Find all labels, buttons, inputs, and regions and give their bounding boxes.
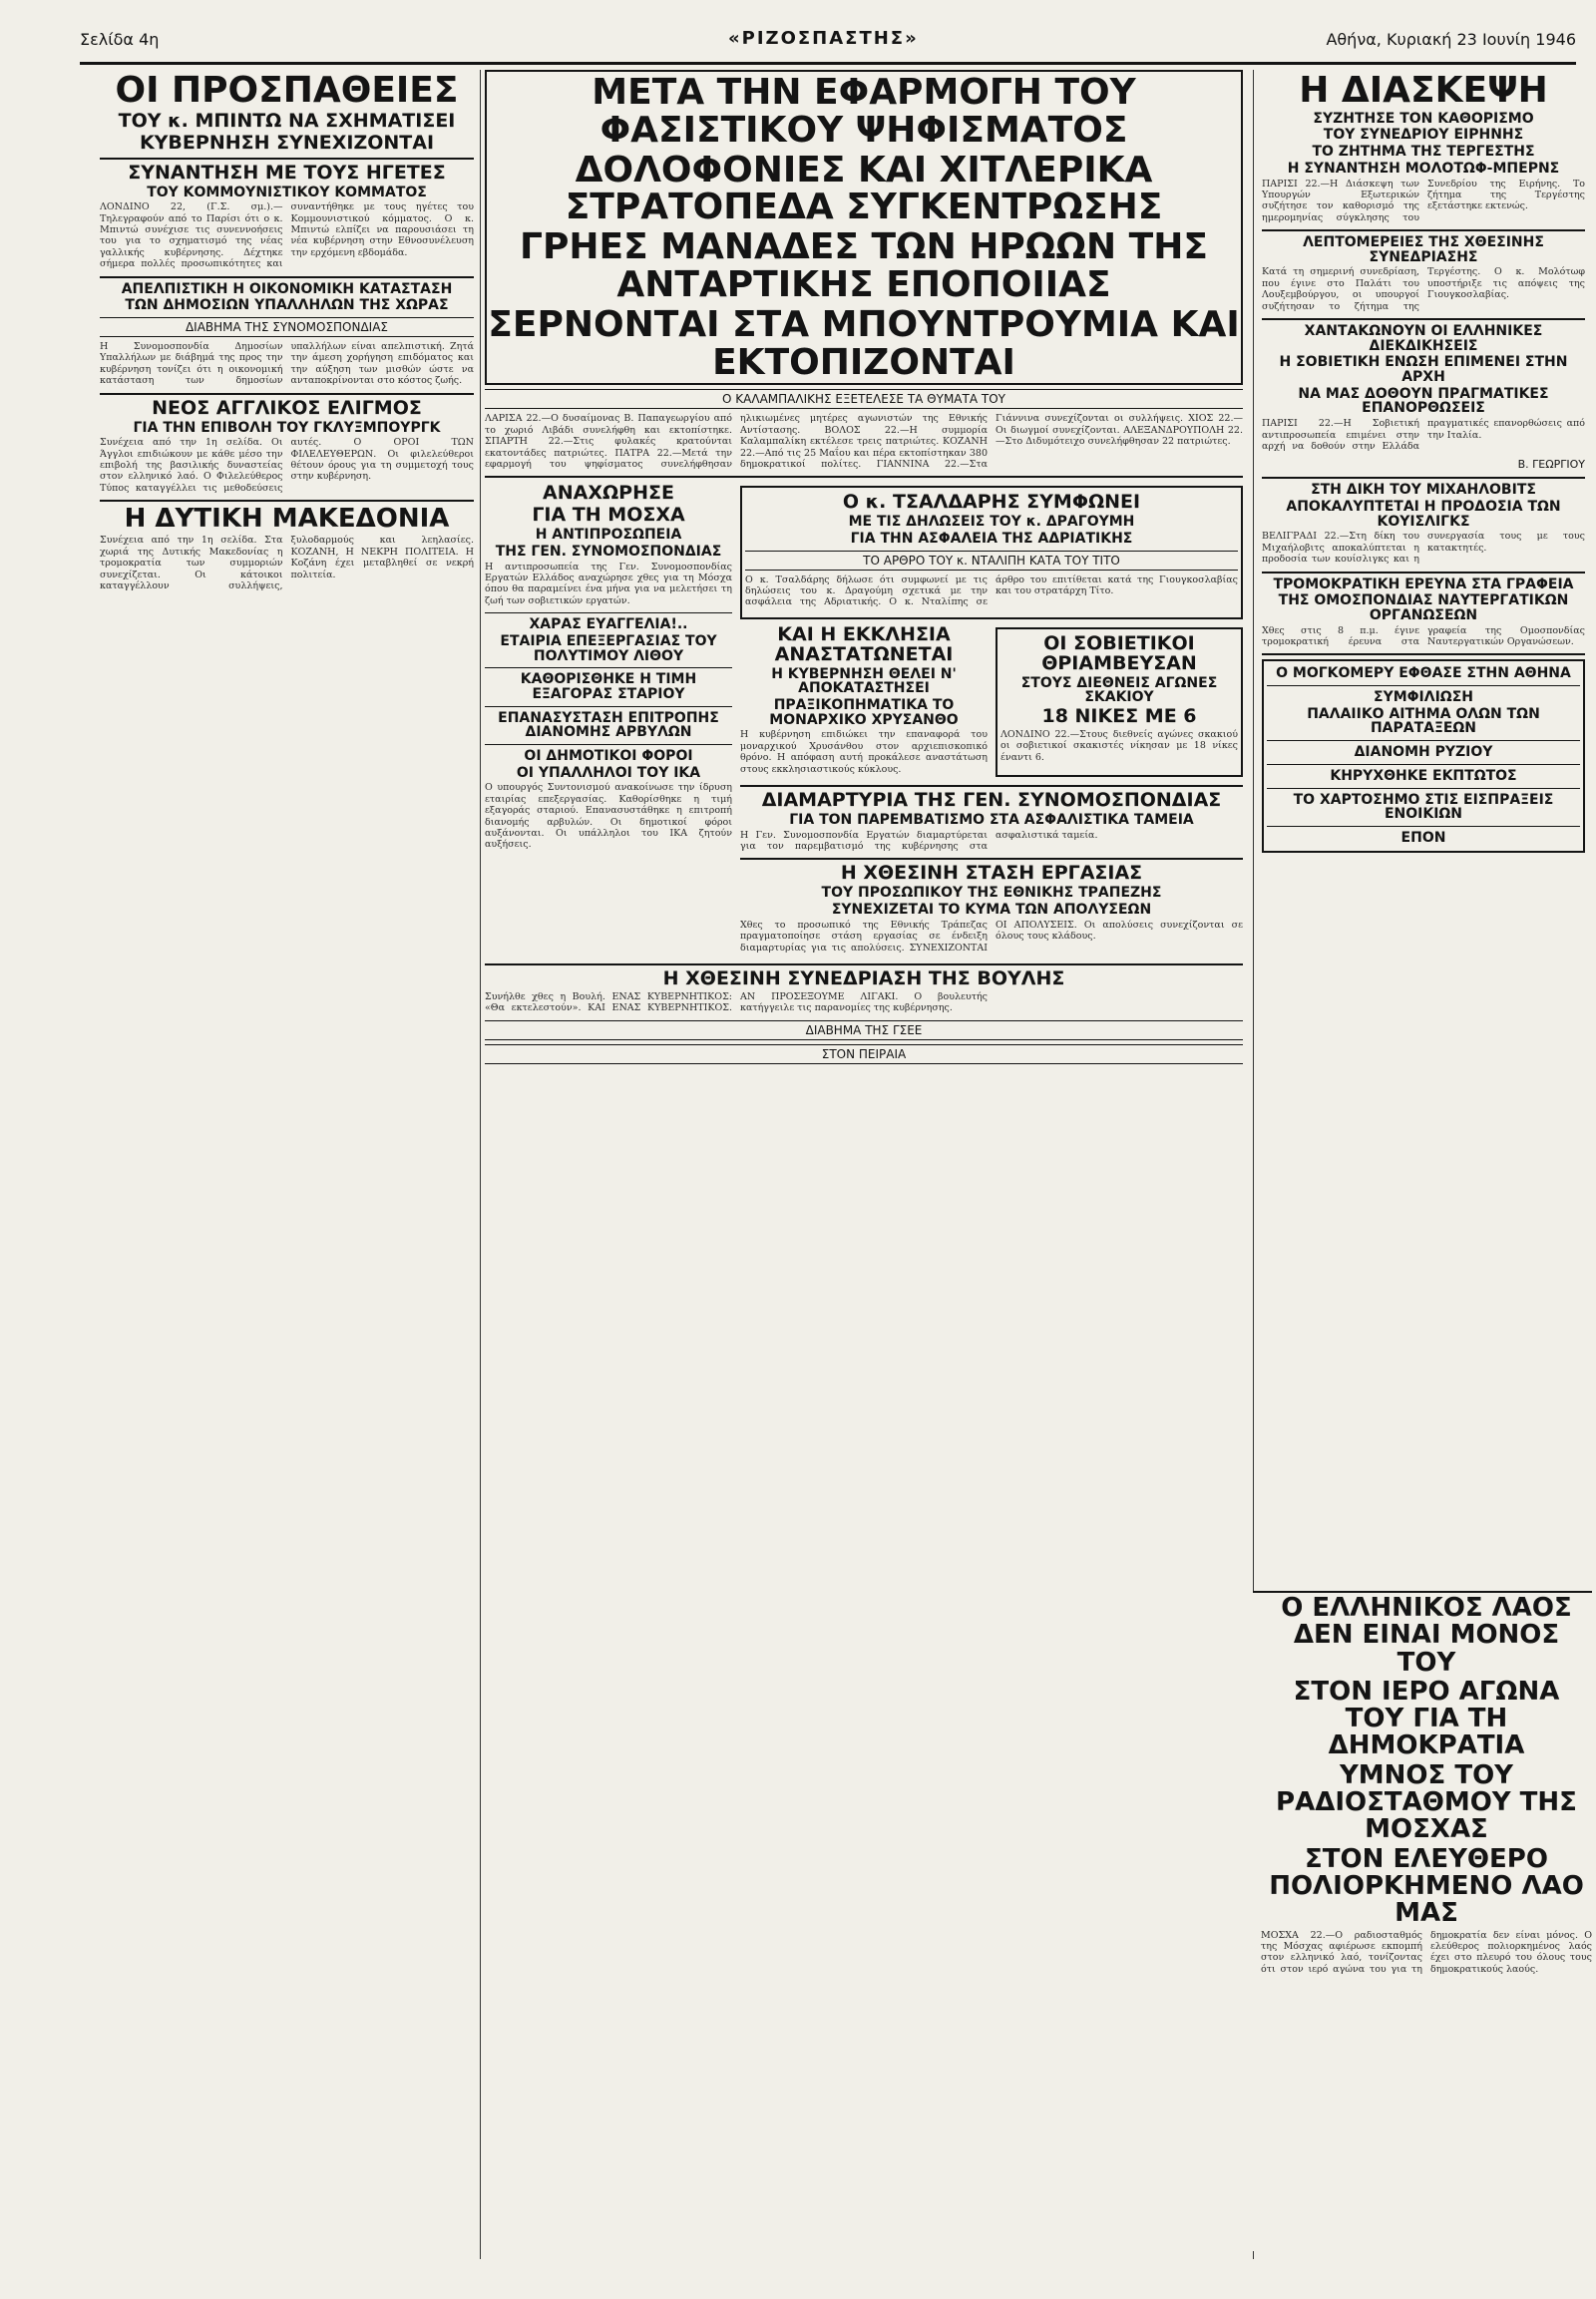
article-confederation — [740, 791, 1243, 852]
subheading: Ο ΚΑΛΑΜΠΑΛΙΚΗΣ ΕΞΕΤΕΛΕΣΕ ΤΑ ΘΥΜΑΤΑ ΤΟΥ — [485, 389, 1243, 409]
middle-right — [740, 482, 1243, 959]
headline: Η ΣΥΝΑΝΤΗΣΗ ΜΟΛΟΤΩΦ-ΜΠΕΡΝΣ — [1287, 160, 1560, 177]
headline: ΣΥΝΑΝΤΗΣΗ ΜΕ ΤΟΥΣ ΗΓΕΤΕΣ — [128, 161, 446, 184]
masthead — [80, 22, 1576, 65]
article-moscow-delegation — [485, 482, 732, 959]
article-body: ΠΑΡΙΣΙ 22.—Η Σοβιετική αντιπροσωπεία επιμένει στην αρχή να δοθούν στην Ελλάδα πραγματικές επανορθώσεις από την Ιταλία. — [1262, 418, 1585, 452]
headline: ΚΥΒΕΡΝΗΣΗ ΣΥΝΕΧΙΖΟΝΤΑΙ — [139, 131, 435, 154]
article-parliament — [485, 966, 1243, 1064]
headline: ΑΝΑΧΩΡΗΣΕ — [543, 482, 674, 505]
article-body: Χθες στις 8 π.μ. έγινε τρομοκρατική έρευνα στα γραφεία της Ομοσπονδίας Ναυτεργατικών Οργανώσεων. — [1262, 624, 1585, 648]
headline: ΑΠΕΛΠΙΣΤΙΚΗ Η ΟΙΚΟΝΟΜΙΚΗ ΚΑΤΑΣΤΑΣΗ — [121, 280, 453, 297]
article-west-macedonia — [100, 506, 474, 591]
issue-date: Αθήνα, Κυριακή 23 Ιουνίη 1946 — [1326, 30, 1576, 49]
short-notices — [1262, 659, 1585, 852]
headline: Η ΧΘΕΣΙΝΗ ΣΥΝΕΔΡΙΑΣΗ ΤΗΣ ΒΟΥΛΗΣ — [662, 966, 1065, 989]
headline: ΜΕ ΤΙΣ ΔΗΛΩΣΕΙΣ ΤΟΥ κ. ΔΡΑΓΟΥΜΗ — [848, 514, 1135, 531]
headline: ΟΙ ΥΠΑΛΛΗΛΟΙ ΤΟΥ ΙΚΑ — [516, 764, 701, 781]
headline: ΤΟΥ ΠΡΟΣΩΠΙΚΟΥ ΤΗΣ ΕΘΝΙΚΗΣ ΤΡΑΠΕΖΗΣ — [821, 885, 1162, 902]
headline: ΣΥΝΕΧΙΖΕΤΑΙ ΤΟ ΚΥΜΑ ΤΩΝ ΑΠΟΛΥΣΕΩΝ — [831, 902, 1152, 919]
headline: ΝΑ ΜΑΣ ΔΟΘΟΥΝ ΠΡΑΓΜΑΤΙΚΕΣ ΕΠΑΝΟΡΘΩΣΕΙΣ — [1298, 385, 1549, 417]
article-body: Η αντιπροσωπεία της Γεν. Συνομοσπονδίας Εργατών Ελλάδος αναχώρησε χθες για τη Μόσχα όπου θα παραμείνει ένα μήνα για να μελετήσει τη ζωή των σοβιετικών εργατών. — [485, 561, 732, 606]
headline: ΥΜΝΟΣ ΤΟΥ ΡΑΔΙΟΣΤΑΘΜΟΥ ΤΗΣ ΜΟΣΧΑΣ — [1276, 1759, 1577, 1845]
headline: ΤΟ ΖΗΤΗΜΑ ΤΗΣ ΤΕΡΓΕΣΤΗΣ — [1312, 144, 1535, 161]
article-bidault — [100, 72, 474, 270]
headline: ΓΙΑ ΤΗΝ ΑΣΦΑΛΕΙΑ ΤΗΣ ΑΔΡΙΑΤΙΚΗΣ — [850, 530, 1133, 547]
headline: ΣΤΗ ΔΙΚΗ ΤΟΥ ΜΙΧΑΗΛΟΒΙΤΣ — [1311, 482, 1536, 499]
article-body: ΛΑΡΙΣΑ 22.—Ο δυσαίμονας Β. Παπαγεωργίου από το χωριό Λιβάδι συνελήφθη και εκτοπίστηκε. ΣΠΑΡΤΗ 22.—Στις φυλακές κρατούνται εκατοντάδες πατριώτες. ΠΑΤΡΑ 22.—Μετά την εφαρμογή του ψηφίσματος συνελήφθησαν ηλικιωμένες μητέρες αγωνιστών της Εθνικής Αντίστασης. ΒΟΛΟΣ 22.—Η συμμορία Καλαμπαλίκη εκτέλεσε τρεις πατριώτες. ΚΟΖΑΝΗ 22.—Από τις 25 Μαΐου και πέρα εκτοπίστηκαν 380 δημοκρατικοί πολίτες. ΓΙΑΝΝΙΝΑ 22.—Στα Γιάννινα συνεχίζονται οι συλλήψεις. ΧΙΟΣ 22.—Οι διωγμοί συνεχίζονται. ΑΛΕΞΑΝΔΡΟΥΠΟΛΗ 22.—Στο Διδυμότειχο συνελήφθησαν 22 πατριώτες. — [485, 413, 1243, 470]
page-number: Σελίδα 4η — [80, 30, 160, 49]
article-body: ΠΑΡΙΣΙ 22.—Η Διάσκεψη των Υπουργών Εξωτερικών συζήτησε τον καθορισμό της ημερομηνίας σύγκλησης του Συνεδρίου της Ειρήνης. Το ζήτημα της Τεργέστης εξετάστηκε εκτενώς. — [1262, 178, 1585, 223]
headline: ΔΙΑΝΟΜΗ ΡΥΖΙΟΥ — [1354, 744, 1493, 761]
headline: Η ΔΙΑΣΚΕΨΗ — [1299, 70, 1548, 111]
headline: ΕΤΑΙΡΙΑ ΕΠΕΞΕΡΓΑΣΙΑΣ ΤΟΥ ΠΟΛΥΤΙΜΟΥ ΛΙΘΟΥ — [500, 632, 717, 664]
main-banner — [485, 70, 1243, 385]
headline: ΓΙΑ ΤΟΝ ΠΑΡΕΜΒΑΤΙΣΜΟ ΣΤΑ ΑΣΦΑΛΙΣΤΙΚΑ ΤΑΜΕΙΑ — [789, 811, 1194, 828]
headline: ΕΠΟΝ — [1400, 829, 1446, 846]
subheading: ΤΟ ΑΡΘΡΟ ΤΟΥ κ. ΝΤΑΛΙΠΗ ΚΑΤΑ ΤΟΥ ΤΙΤΟ — [745, 551, 1238, 571]
headline: ΧΑΡΑΣ ΕΥΑΓΓΕΛΙΑ!.. — [529, 616, 688, 633]
headline: ΚΑΘΟΡΙΣΘΗΚΕ Η ΤΙΜΗ ΕΞΑΓΟΡΑΣ ΣΤΑΡΙΟΥ — [520, 671, 697, 702]
headline: Η ΑΝΤΙΠΡΟΣΩΠΕΙΑ — [535, 527, 682, 544]
article-seamen-raid — [1262, 577, 1585, 648]
article-body: Συνήλθε χθες η Βουλή. ΕΝΑΣ ΚΥΒΕΡΝΗΤΙΚΟΣ: «Θα εκτελεστούν». ΚΑΙ ΕΝΑΣ ΚΥΒΕΡΝΗΤΙΚΟΣ. ΑΝ ΠΡΟΣΕΞΟΥΜΕ ΛΙΓΑΚΙ. Ο βουλευτής κατήγγειλε τις παρανομίες της κυβέρνησης. — [485, 990, 988, 1014]
headline: ΛΕΠΤΟΜΕΡΕΙΕΣ ΤΗΣ ΧΘΕΣΙΝΗΣ ΣΥΝΕΔΡΙΑΣΗΣ — [1303, 234, 1544, 265]
article-greek-claims — [1262, 324, 1585, 471]
article-body: Η Γεν. Συνομοσπονδία Εργατών διαμαρτύρεται για τον παρεμβατισμό της κυβέρνησης στα ασφαλιστικά ταμεία. — [740, 829, 1098, 853]
article-body: Κατά τη σημερινή συνεδρίαση, που έγινε στο Παλάτι του Λουξεμβούργου, οι υπουργοί συζήτησαν το ζήτημα της Τεργέστης. Ο κ. Μολότωφ υποστήριξε τις απόψεις της Γιουγκοσλαβίας. — [1262, 266, 1585, 312]
banner-line: ΓΡΗΕΣ ΜΑΝΑΔΕΣ ΤΩΝ ΗΡΩΩΝ ΤΗΣ ΑΝΤΑΡΤΙΚΗΣ ΕΠΟΠΟΙΙΑΣ — [520, 226, 1208, 305]
article-body: Ο υπουργός Συντονισμού ανακοίνωσε την ίδρυση εταιρίας επεξεργασίας. Καθορίσθηκε η τιμή εξαγοράς σταριού. Επανασυστάθηκε η επιτροπή διανομής αρβυλών. Οι δημοτικοί φόροι αυξάνονται. Οι υπάλληλοι του ΙΚΑ ζητούν αυξήσεις. — [485, 782, 732, 851]
article-body: Η κυβέρνηση επιδιώκει την επαναφορά του μοναρχικού Χρυσάνθου στον αρχιεπισκοπικό θρόνο. Η απόφαση αυτή προκάλεσε αναστάτωση στους εκκλησιαστικούς κύκλους. — [740, 729, 988, 775]
banner-line: ΔΟΛΟΦΟΝΙΕΣ ΚΑΙ ΧΙΤΛΕΡΙΚΑ ΣΤΡΑΤΟΠΕΔΑ ΣΥΓΚΕΝΤΡΩΣΗΣ — [565, 149, 1163, 228]
headline: ΕΠΑΝΑΣΥΣΤΑΣΗ ΕΠΙΤΡΟΠΗΣ ΔΙΑΝΟΜΗΣ ΑΡΒΥΛΩΝ — [498, 709, 719, 741]
article-body: ΛΟΝΔΙΝΟ 22, (Γ.Σ. σμ.).—Τηλεγραφούν από το Παρίσι ότι ο κ. Μπιντώ συνέχισε τις συνεννοήσεις του για το σχηματισμό της νέας γαλλικής κυβέρνησης. Δέχτηκε σήμερα πολλές προσωπικότητες και συναντήθηκε με τους ηγέτες του Κομμουνιστικού κόμματος. Ο κ. Μπιντώ ελπίζει να παρουσιάσει τη νέα κυβέρνηση στην Εθνοσυνέλευση την ερχόμενη εβδομάδα. — [100, 201, 474, 270]
article-church — [740, 623, 988, 781]
banner-line: ΜΕΤΑ ΤΗΝ ΕΦΑΡΜΟΓΗ ΤΟΥ ΦΑΣΙΣΤΙΚΟΥ ΨΗΦΙΣΜΑΤΟΣ — [592, 72, 1136, 151]
headline: ΠΑΛΑΙΙΚΟ ΑΙΤΗΜΑ ΟΛΩΝ ΤΩΝ ΠΑΡΑΤΑΞΕΩΝ — [1307, 705, 1540, 737]
headline: 18 ΝΙΚΕΣ ΜΕ 6 — [1041, 705, 1197, 728]
banner-line: ΣΕΡΝΟΝΤΑΙ ΣΤΑ ΜΠΟΥΝΤΡΟΥΜΙΑ ΚΑΙ ΕΚΤΟΠΙΖΟΝΤΑΙ — [488, 303, 1240, 383]
headline: ΤΟΥ ΣΥΝΕΔΡΙΟΥ ΕΙΡΗΝΗΣ — [1323, 127, 1524, 144]
headline: ΤΟΥ ΚΟΜΜΟΥΝΙΣΤΙΚΟΥ ΚΟΜΜΑΤΟΣ — [147, 184, 427, 200]
headline: ΠΡΑΞΙΚΟΠΗΜΑΤΙΚΑ ΤΟ ΜΟΝΑΡΧΙΚΟ ΧΡΥΣΑΝΘΟ — [769, 697, 959, 728]
headline: Ο ΜΟΓΚΟΜΕΡΥ ΕΦΘΑΣΕ ΣΤΗΝ ΑΘΗΝΑ — [1276, 665, 1571, 682]
headline: ΤΟ ΧΑΡΤΟΣΗΜΟ ΣΤΙΣ ΕΙΣΠΡΑΞΕΙΣ ΕΝΟΙΚΙΩΝ — [1293, 791, 1554, 823]
article-body: ΜΟΣΧΑ 22.—Ο ραδιοσταθμός της Μόσχας αφιέρωσε εκπομπή στον ελληνικό λαό, τονίζοντας ότι στον ιερό αγώνα του για τη δημοκρατία δεν είναι μόνος. Ο ελεύθερος πολιορκημένος λαός έχει στο πλευρό του όλους τους δημοκρατικούς λαούς. — [1261, 1929, 1592, 1975]
headline: Ο ΕΛΛΗΝΙΚΟΣ ΛΑΟΣ ΔΕΝ ΕΙΝΑΙ ΜΟΝΟΣ ΤΟΥ — [1281, 1593, 1572, 1678]
byline: Β. ΓΕΩΡΓΙΟΥ — [1517, 458, 1585, 472]
headline: ΣΤΟΥΣ ΔΙΕΘΝΕΙΣ ΑΓΩΝΕΣ ΣΚΑΚΙΟΥ — [1020, 674, 1218, 706]
center-column — [485, 70, 1243, 2259]
article-conference — [1262, 72, 1585, 223]
headline: ΚΑΙ Η ΕΚΚΛΗΣΙΑ ΑΝΑΣΤΑΤΩΝΕΤΑΙ — [774, 622, 954, 665]
article-details — [1262, 235, 1585, 312]
headline: ΣΥΜΦΙΛΙΩΣΗ — [1374, 689, 1473, 706]
left-column — [100, 70, 481, 2259]
article-body: Συνέχεια από την 1η σελίδα. Οι Άγγλοι επιδιώκουν με κάθε μέσο την επιβολή της βασιλικής δυναστείας στον ελληνικό λαό. Ο Φιλελεύθερος Τύπος καταγγέλλει τις μεθοδεύσεις αυτές. Ο ΟΡΟΙ ΤΩΝ ΦΙΛΕΛΕΥΘΕΡΩΝ. Οι φιλελεύθεροι θέτουν όρους για τη συμμετοχή τους στην κυβέρνηση. — [100, 437, 474, 494]
article-national-bank — [740, 864, 1243, 953]
headline: ΟΙ ΠΡΟΣΠΑΘΕΙΕΣ — [115, 70, 459, 111]
article-mihailovic-trial — [1262, 483, 1585, 565]
article-body: ΛΟΝΔΙΝΟ 22.—Στους διεθνείς αγώνες σκακιού οι σοβιετικοί σκακιστές νίκησαν με 18 νίκες έναντι 6. — [1000, 729, 1238, 763]
headline: ΓΙΑ ΤΗΝ ΕΠΙΒΟΛΗ ΤΟΥ ΓΚΛΥΞΜΠΟΥΡΓΚ — [133, 419, 441, 436]
headline: ΓΙΑ ΤΗ ΜΟΣΧΑ — [532, 504, 685, 527]
headline: ΟΙ ΣΟΒΙΕΤΙΚΟΙ ΘΡΙΑΜΒΕΥΣΑΝ — [1041, 631, 1197, 674]
article-body: Ο κ. Τσαλδάρης δήλωσε ότι συμφωνεί με τις δηλώσεις του κ. Δραγούμη σχετικά με την ασφάλεια της Αδριατικής. Ο κ. Νταλίπης σε άρθρο του επιτίθεται κατά της Γιουγκοσλαβίας και του στρατάρχη Τίτο. — [745, 574, 1238, 608]
subheading: ΔΙΑΒΗΜΑ ΤΗΣ ΓΣΕΕ — [485, 1020, 1243, 1040]
headline: ΤΡΟΜΟΚΡΑΤΙΚΗ ΕΡΕΥΝΑ ΣΤΑ ΓΡΑΦΕΙΑ — [1273, 575, 1574, 592]
headline: ΣΤΟΝ ΙΕΡΟ ΑΓΩΝΑ ΤΟΥ ΓΙΑ ΤΗ ΔΗΜΟΚΡΑΤΙΑ — [1293, 1676, 1560, 1761]
headline: ΣΥΖΗΤΗΣΕ ΤΟΝ ΚΑΘΟΡΙΣΜΟ — [1313, 110, 1534, 127]
headline: ΧΑΝΤΑΚΩΝΟΥΝ ΟΙ ΕΛΛΗΝΙΚΕΣ ΔΙΕΚΔΙΚΗΣΕΙΣ — [1304, 323, 1543, 354]
article-chess — [996, 627, 1243, 777]
middle-section — [485, 482, 1243, 959]
headline: Η ΧΘΕΣΙΝΗ ΣΤΑΣΗ ΕΡΓΑΣΙΑΣ — [840, 862, 1143, 885]
newspaper-name: «ΡΙΖΟΣΠΑΣΤΗΣ» — [728, 28, 919, 49]
headline: ΝΕΟΣ ΑΓΓΛΙΚΟΣ ΕΛΙΓΜΟΣ — [152, 396, 422, 419]
article-body: Χθες το προσωπικό της Εθνικής Τράπεζας πραγματοποίησε στάση εργασίας σε ένδειξη διαμαρτυρίας για τις απολύσεις. ΣΥΝΕΧΙΖΟΝΤΑΙ ΟΙ ΑΠΟΛΥΣΕΙΣ. Οι απολύσεις συνεχίζονται σε όλους τους κλάδους. — [740, 919, 1243, 954]
subheading: ΣΤΟΝ ΠΕΙΡΑΙΑ — [485, 1044, 1243, 1064]
article-civil-servants — [100, 282, 474, 387]
headline: Η ΚΥΒΕΡΝΗΣΗ ΘΕΛΕΙ Ν' ΑΠΟΚΑΤΑΣΤΗΣΕΙ — [771, 665, 957, 697]
article-body: Η Συνομοσπονδία Δημοσίων Υπαλλήλων με διάβημά της προς την κυβέρνηση τονίζει ότι η οικονομική κατάσταση των δημοσίων υπαλλήλων είναι απελπιστική. Ζητά την άμεση χορήγηση επιδόματος και την αύξηση των μισθών ώστε να ανταποκρίνονται στο κόστος ζωής. — [100, 341, 474, 387]
headline: ΟΙ ΔΗΜΟΤΙΚΟΙ ΦΟΡΟΙ — [524, 747, 693, 764]
headline: ΣΤΟΝ ΕΛΕΥΘΕΡΟ ΠΟΛΙΟΡΚΗΜΕΝΟ ΛΑΟ ΜΑΣ — [1269, 1843, 1584, 1929]
headline: Η ΔΥΤΙΚΗ ΜΑΚΕΔΟΝΙΑ — [124, 504, 450, 535]
headline: ΤΗΣ ΟΜΟΣΠΟΝΔΙΑΣ ΝΑΥΤΕΡΓΑΤΙΚΩΝ ΟΡΓΑΝΩΣΕΩΝ — [1278, 592, 1569, 623]
headline: Ο κ. ΤΣΑΛΔΑΡΗΣ ΣΥΜΦΩΝΕΙ — [842, 491, 1141, 514]
headline: Η ΣΟΒΙΕΤΙΚΗ ΕΝΩΣΗ ΕΠΙΜΕΝΕΙ ΣΤΗΝ ΑΡΧΗ — [1279, 354, 1568, 386]
article-tsaldaris — [740, 486, 1243, 618]
article-british-maneuver — [100, 396, 474, 495]
headline: ΤΟΥ κ. ΜΠΙΝΤΩ ΝΑ ΣΧΗΜΑΤΙΣΕΙ — [118, 109, 456, 132]
article-moscow-radio — [1253, 1591, 1592, 2251]
headline: ΑΠΟΚΑΛΥΠΤΕΤΑΙ Η ΠΡΟΔΟΣΙΑ ΤΩΝ ΚΟΥΙΣΛΙΓΚΣ — [1286, 499, 1561, 530]
article-body: Συνέχεια από την 1η σελίδα. Στα χωριά της Δυτικής Μακεδονίας η τρομοκρατία των συμμοριών συνεχίζεται. Οι κάτοικοι καταγγέλλουν συλλήψεις, ξυλοδαρμούς και λεηλασίες. ΚΟΖΑΝΗ, Η ΝΕΚΡΗ ΠΟΛΙΤΕΙΑ. Η Κοζάνη έχει μεταβληθεί σε νεκρή πολιτεία. — [100, 535, 474, 592]
headline: ΔΙΑΜΑΡΤΥΡΙΑ ΤΗΣ ΓΕΝ. ΣΥΝΟΜΟΣΠΟΝΔΙΑΣ — [761, 789, 1222, 811]
article-body: ΒΕΛΙΓΡΑΔΙ 22.—Στη δίκη του Μιχαήλοβιτς αποκαλύπτεται η προδοσία των κουίσλιγκς και η συνεργασία τους με τους κατακτητές. — [1262, 531, 1585, 566]
headline: ΚΗΡΥΧΘΗΚΕ ΕΚΠΤΩΤΟΣ — [1330, 767, 1517, 784]
headline: ΤΗΣ ΓΕΝ. ΣΥΝΟΜΟΣΠΟΝΔΙΑΣ — [495, 543, 722, 560]
headline: ΤΩΝ ΔΗΜΟΣΙΩΝ ΥΠΑΛΛΗΛΩΝ ΤΗΣ ΧΩΡΑΣ — [125, 297, 449, 314]
subheading: ΔΙΑΒΗΜΑ ΤΗΣ ΣΥΝΟΜΟΣΠΟΝΔΙΑΣ — [100, 317, 474, 337]
